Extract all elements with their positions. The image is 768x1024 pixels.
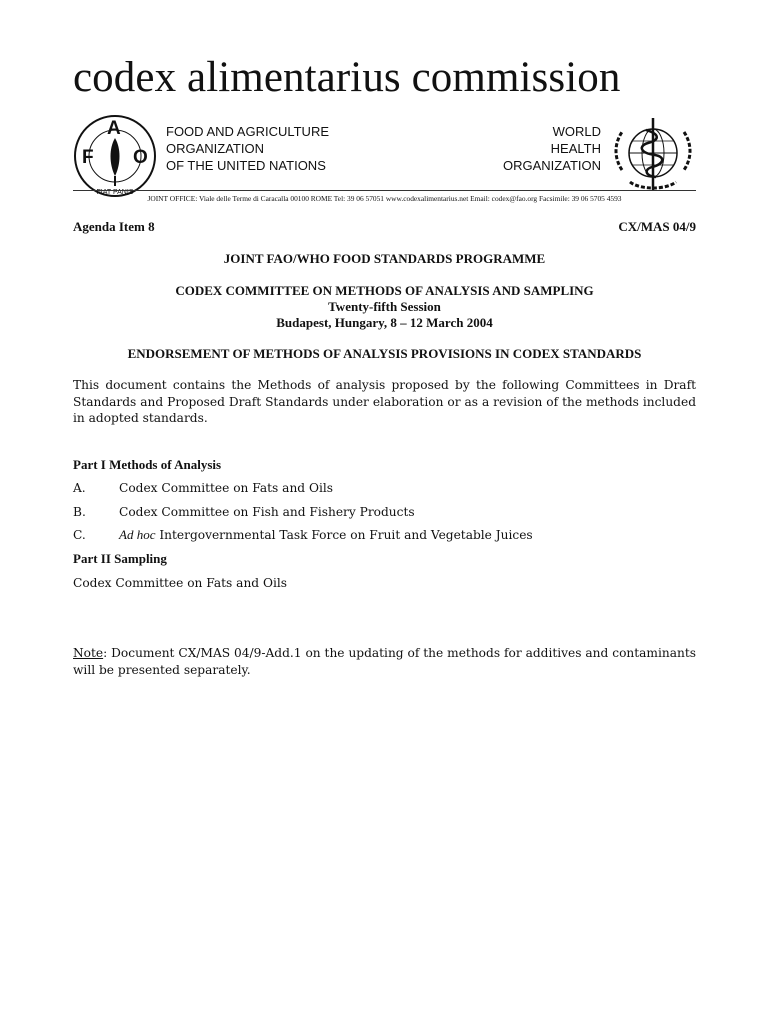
list-item-italic: Ad hoc — [119, 527, 156, 542]
who-emblem-icon — [610, 110, 696, 196]
note-label: Note — [73, 646, 104, 660]
document-code: CX/MAS 04/9 — [618, 219, 696, 234]
session-venue: Budapest, Hungary, 8 – 12 March 2004 — [276, 315, 493, 330]
fao-logo-letter-a: A — [107, 118, 121, 139]
who-name-line: HEALTH — [550, 141, 601, 156]
document-title: ENDORSEMENT OF METHODS OF ANALYSIS PROVISIONS IN CODEX STANDARDS — [127, 346, 642, 361]
list-item-text: Intergovernmental Task Force on Fruit and Vegetable Juices — [155, 528, 533, 542]
fao-name-line: OF THE UNITED NATIONS — [166, 158, 326, 173]
intro-paragraph: This document contains the Methods of analysis proposed by the following Committees in Draft Standards and Proposed Draft Standards under elaboration or as a revision of the methods included in adopted standards. — [73, 378, 696, 425]
list-item-text: Codex Committee on Fats and Oils — [119, 481, 334, 495]
committee-name: CODEX COMMITTEE ON METHODS OF ANALYSIS AND SAMPLING — [175, 283, 594, 298]
list-item-text: Codex Committee on Fish and Fishery Products — [119, 505, 415, 519]
fao-name-line: FOOD AND AGRICULTURE — [166, 124, 330, 139]
sampling-item: Codex Committee on Fats and Oils — [73, 576, 288, 590]
fao-logo-motto: FIAT PANIS — [96, 189, 134, 196]
fao-logo-letter-f: F — [82, 147, 94, 168]
who-name-line: WORLD — [552, 124, 601, 139]
list-item-letter: B. — [73, 505, 86, 519]
session-name: Twenty-fifth Session — [328, 299, 441, 314]
commission-title: codex alimentarius commission — [73, 54, 621, 101]
part-two-heading: Part II Sampling — [73, 551, 167, 566]
who-name-line: ORGANIZATION — [503, 158, 601, 173]
note-paragraph — [73, 645, 696, 678]
part-one-heading: Part I Methods of Analysis — [73, 457, 222, 472]
fao-logo-icon — [73, 114, 157, 198]
agenda-item: Agenda Item 8 — [73, 219, 155, 234]
list-item-letter: A. — [73, 481, 86, 495]
fao-name-line: ORGANIZATION — [166, 141, 264, 156]
list-item-text-wrapper — [119, 527, 533, 543]
fao-name — [166, 123, 329, 174]
list-item-letter: C. — [73, 528, 86, 542]
letterhead — [73, 52, 696, 202]
programme-heading: JOINT FAO/WHO FOOD STANDARDS PROGRAMME — [223, 251, 546, 266]
fao-logo-letter-o: O — [133, 147, 148, 168]
committee-heading — [73, 283, 696, 331]
joint-office-address: JOINT OFFICE: Viale delle Terme di Caracalla 00100 ROME Tel: 39 06 57051 www.codexalimentarius.net Email: codex@fao.org Facsimile: 39 06 5705 4593 — [73, 190, 696, 203]
who-name — [503, 123, 601, 174]
note-text: : Document CX/MAS 04/9-Add.1 on the updating of the methods for additives and contaminants will be presented separately. — [73, 646, 696, 677]
